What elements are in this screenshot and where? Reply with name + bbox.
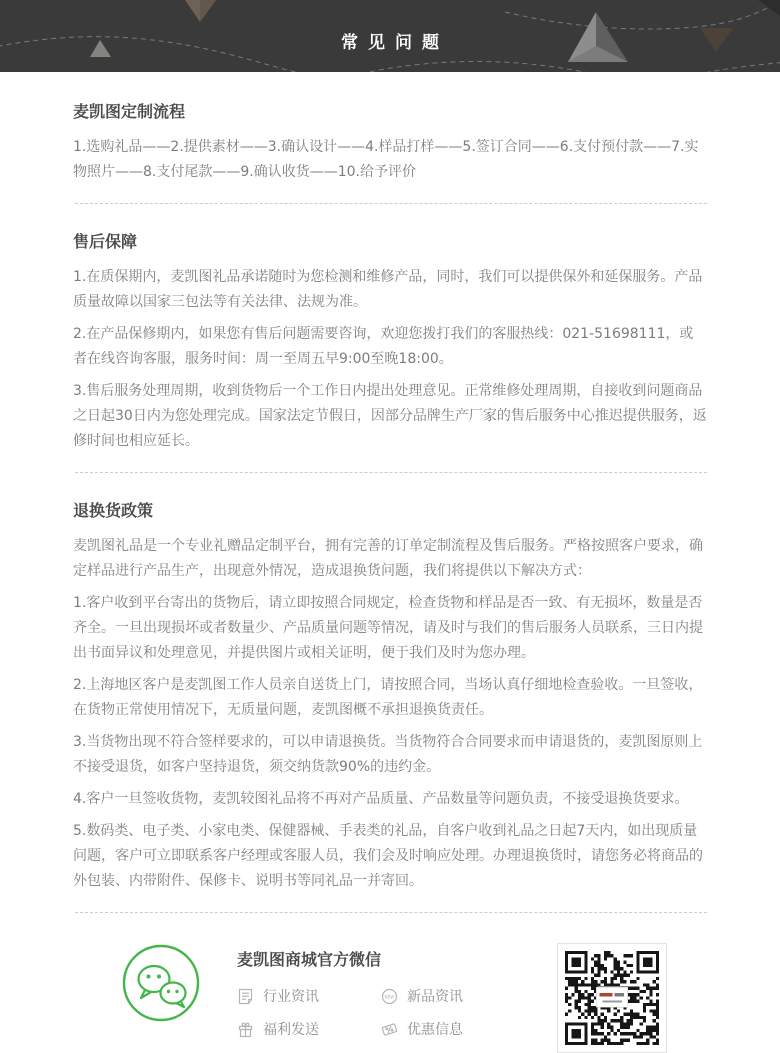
returns-paragraph: 2.上海地区客户是麦凯图工作人员亲自送货上门，请按照合同，当场认真仔细地检查验收。一旦签收，在货物正常使用情况下，无质量问题，麦凯图概不承担退换货责任。: [73, 677, 703, 718]
returns-paragraph: 4.客户一旦签收货物，麦凯较图礼品将不再对产品质量、产品数量等问题负责，不接受退换货要求。: [73, 791, 689, 807]
wechat-info-block: [237, 941, 505, 1039]
wechat-footer: [0, 941, 780, 1053]
dashed-divider: [75, 912, 707, 913]
section-heading-process: 麦凯图定制流程: [73, 102, 186, 121]
section-heading-after-sales: 售后保障: [73, 232, 138, 251]
wechat-feature-label: 优惠信息: [407, 1022, 463, 1038]
wechat-feature-industry-news: [237, 986, 361, 1006]
wechat-feature-label: 行业资讯: [263, 989, 319, 1005]
after-sales-paragraph: 1.在质保期内，麦凯图礼品承诺随时为您检测和维修产品，同时，我们可以提供保外和延保服务。产品质量故障以国家三包法等有关法律、法规为准。: [73, 269, 703, 310]
page-title: 常见问题: [341, 33, 449, 53]
after-sales-paragraph: 3.售后服务处理周期，收到货物后一个工作日内提出处理意见。正常维修处理周期，自接收到问题商品之日起30日内为您处理完成。国家法定节假日，因部分品牌生产厂家的售后服务中心推迟提供服务，返修时间也相应延长。: [73, 383, 707, 449]
wechat-feature-discount-info: [381, 1019, 505, 1039]
section-custom-process: [73, 102, 707, 185]
wechat-feature-new-products: [381, 986, 505, 1006]
returns-intro: 麦凯图礼品是一个专业礼赠品定制平台，拥有完善的订单定制流程及售后服务。严格按照客户要求，确定样品进行产品生产，出现意外情况，造成退换货问题，我们将提供以下解决方式：: [73, 538, 703, 579]
qr-code-pattern: [565, 951, 659, 1045]
process-steps-text: 1.选购礼品——2.提供素材——3.确认设计——4.样品打样——5.签订合同——6.支付预付款——7.实物照片——8.支付尾款——9.确认收货——10.给予评价: [73, 139, 699, 180]
faq-content: [0, 72, 780, 913]
news-doc-icon: [237, 988, 254, 1005]
coupon-icon: [381, 1021, 398, 1038]
returns-paragraph: 5.数码类、电子类、小家电类、保健器械、手表类的礼品，自客户收到礼品之日起7天内，如出现质量问题，客户可立即联系客户经理或客服人员，我们会及时响应处理。办理退换货时，请您务必将商品的外包装、内带附件、保修卡、说明书等同礼品一并寄回。: [73, 823, 703, 889]
wechat-feature-benefits: [237, 1019, 361, 1039]
gift-icon: [237, 1021, 254, 1038]
wechat-icon: [121, 943, 201, 1023]
section-after-sales: [73, 232, 707, 454]
wechat-feature-grid: [237, 986, 505, 1039]
svg-text:NEW: NEW: [384, 993, 395, 999]
wechat-feature-label: 新品资讯: [407, 989, 463, 1005]
section-heading-returns: 退换货政策: [73, 501, 154, 520]
returns-paragraph: 3.当货物出现不符合签样要求的，可以申请退换货。当货物符合合同要求而申请退货的，麦凯图原则上不接受退货，如客户坚持退货，须交纳货款90%的违约金。: [73, 734, 703, 775]
wechat-account-title: 麦凯图商城官方微信: [237, 950, 382, 969]
returns-paragraph: 1.客户收到平台寄出的货物后，请立即按照合同规定，检查货物和样品是否一致、有无损坏，数量是否齐全。一旦出现损坏或者数量少、产品质量问题等情况，请及时与我们的售后服务人员联系，三日内提出书面异议和处理意见，并提供图片或相关证明，便于我们及时为您办理。: [73, 595, 703, 661]
dashed-divider: [75, 203, 707, 204]
wechat-feature-label: 福利发送: [263, 1022, 319, 1038]
after-sales-paragraph: 2.在产品保修期内，如果您有售后问题需要咨询，欢迎您拨打我们的客服热线：021-51698111，或者在线咨询客服，服务时间：周一至周五早9:00至晚18:00。: [73, 326, 694, 367]
page-banner: [0, 0, 780, 72]
dashed-divider: [75, 472, 707, 473]
new-badge-icon: [381, 988, 398, 1005]
section-returns-policy: [73, 501, 707, 894]
wechat-qr-code: [557, 943, 667, 1053]
